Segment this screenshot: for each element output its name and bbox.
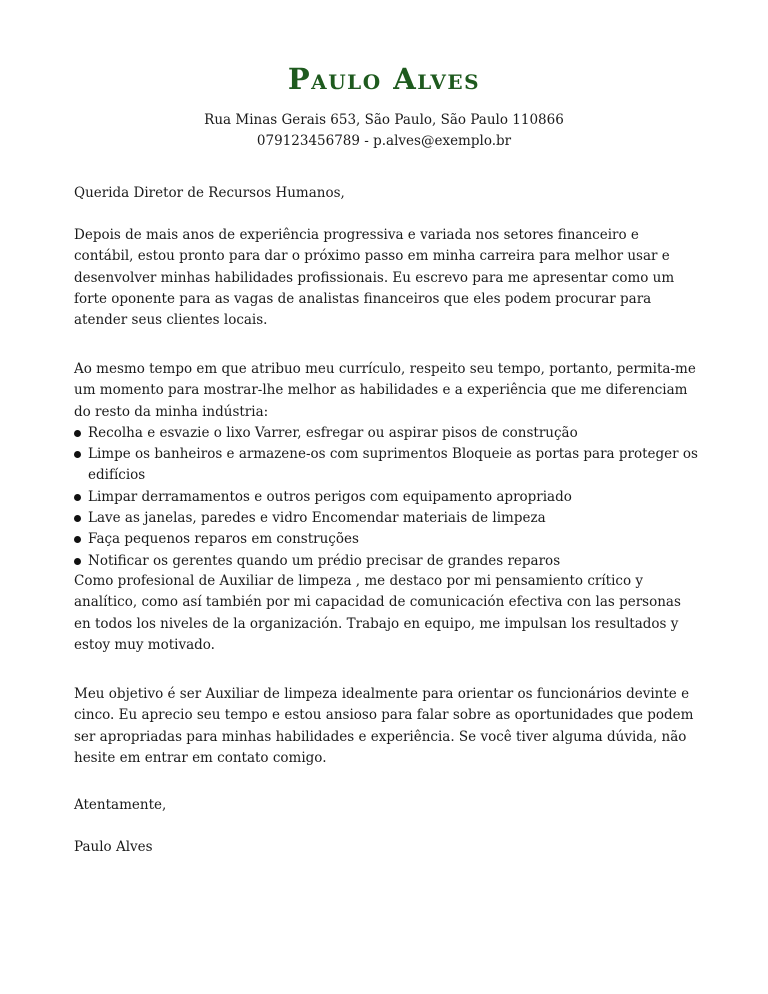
paragraph-objective: Meu objetivo é ser Auxiliar de limpeza idealmente para orientar os funcionários devinte e cinco. Eu aprecio seu tempo e estou ansioso para falar sobre as oportunidades que podem ser apropriadas para minhas habilidades e experiência. Se você tiver alguma dúvida, não hesite em entrar em contato comigo.	[74, 686, 694, 766]
paragraph-skills-intro: Ao mesmo tempo em que atribuo meu currículo, respeito seu tempo, portanto, permita-me um momento para mostrar-lhe melhor as habilidades e a experiência que me diferenciam do resto da minha indústria:	[74, 361, 696, 420]
list-item-text: Notificar os gerentes quando um prédio precisar de grandes reparos	[88, 552, 561, 569]
list-item-text: Faça pequenos reparos em construções	[88, 531, 359, 548]
bullet-icon	[74, 451, 81, 458]
skills-list	[74, 423, 700, 572]
bullet-icon	[74, 536, 81, 543]
list-item-text: Limpe os banheiros e armazene-os com suprimentos Bloqueie as portas para proteger os edifícios	[88, 446, 698, 484]
bullet-icon	[74, 558, 81, 565]
salutation: Querida Diretor de Recursos Humanos,	[74, 185, 345, 201]
list-item	[74, 423, 700, 444]
bullet-icon	[74, 515, 81, 522]
list-item-text: Lave as janelas, paredes e vidro Encomendar materiais de limpeza	[88, 510, 546, 527]
list-item-text: Limpar derramamentos e outros perigos com equipamento apropriado	[88, 488, 572, 505]
phone-email-line: 079123456789 - p.alves@exemplo.br	[256, 133, 512, 149]
signature-name: Paulo Alves	[74, 839, 153, 855]
bullet-icon	[74, 494, 81, 501]
paragraph-intro: Depois de mais anos de experiência progressiva e variada nos setores financeiro e contábil, estou pronto para dar o próximo passo em minha carreira para melhor usar e desenvolver minhas habilidades profissionais. Eu escrevo para me apresentar como um forte oponente para as vagas de analistas financeiros que eles podem procurar para atender seus clientes locais.	[74, 227, 675, 329]
list-item-text: Recolha e esvazie o lixo Varrer, esfregar ou aspirar pisos de construção	[88, 424, 578, 441]
applicant-name-heading: Paulo Alves	[287, 62, 481, 96]
list-item	[74, 487, 700, 508]
list-item	[74, 551, 700, 572]
bullet-icon	[74, 430, 81, 437]
address-line: Rua Minas Gerais 653, São Paulo, São Paulo 110866	[204, 112, 564, 128]
paragraph-skills-block	[74, 359, 700, 572]
paragraph-profile: Como profesional de Auxiliar de limpeza , me destaco por mi pensamiento crítico y analítico, como así también por mi capacidad de comunicación efectiva con las personas en todos los niveles de la organización. Trabajo en equipo, me impulsan los resultados y estoy muy motivado.	[74, 573, 681, 653]
list-item	[74, 529, 700, 550]
list-item	[74, 444, 700, 487]
list-item	[74, 508, 700, 529]
closing: Atentamente,	[74, 797, 167, 813]
